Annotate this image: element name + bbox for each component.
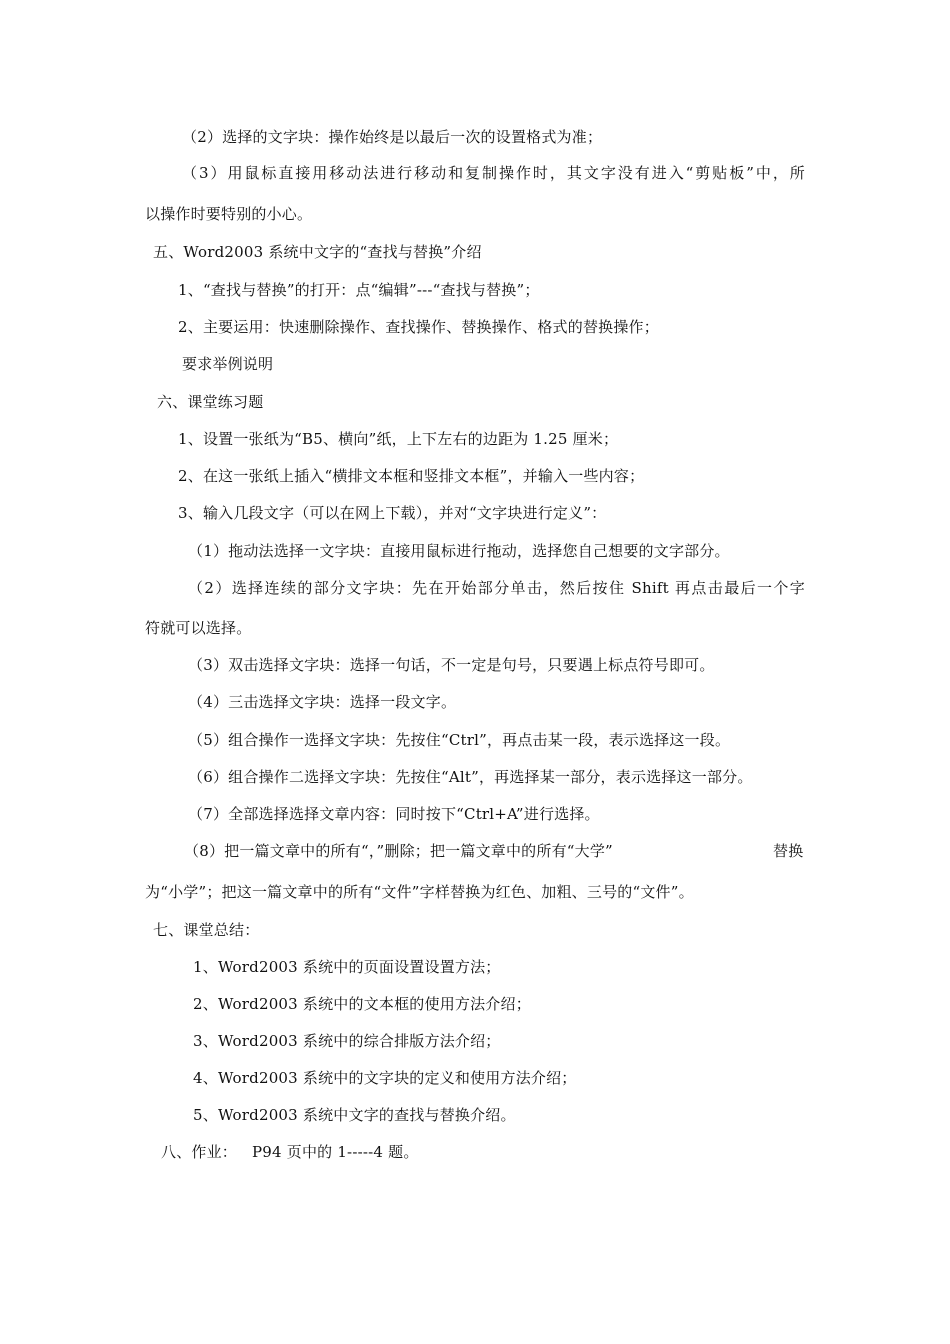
section-heading: 七、课堂总结： [153, 921, 260, 939]
list-item: 3、Word2003 系统中的综合排版方法介绍； [193, 1032, 501, 1050]
list-item: 2、主要运用：快速删除操作、查找操作、替换操作、格式的替换操作； [178, 318, 659, 336]
list-item: 5、Word2003 系统中文字的查找与替换介绍。 [193, 1106, 516, 1124]
sub-list-item-continuation: 替换 [773, 842, 804, 860]
sub-list-item: 符就可以选择。 [145, 619, 252, 637]
sub-list-item: （2）选择连续的部分文字块：先在开始部分单击，然后按住 Shift 再点击最后一个字 [188, 579, 805, 597]
list-item: 1、“查找与替换”的打开：点“编辑”---“查找与替换”； [178, 281, 540, 299]
list-item: 1、设置一张纸为“B5、横向”纸，上下左右的边距为 1.25 厘米； [178, 430, 619, 448]
section-heading: 八、作业： [161, 1143, 238, 1161]
sub-list-item: （5）组合操作一选择文字块：先按住“Ctrl”，再点击某一段，表示选择这一段。 [188, 731, 731, 749]
sub-list-item: （3）双击选择文字块：选择一句话，不一定是句号，只要遇上标点符号即可。 [188, 656, 715, 674]
list-item: 2、Word2003 系统中的文本框的使用方法介绍； [193, 995, 531, 1013]
list-item: 4、Word2003 系统中的文字块的定义和使用方法介绍； [193, 1069, 577, 1087]
paragraph-line: （2）选择的文字块：操作始终是以最后一次的设置格式为准； [182, 128, 603, 146]
sub-list-item: （8）把一篇文章中的所有“，”删除；把一篇文章中的所有“大学” [184, 842, 613, 860]
section-heading: 六、课堂练习题 [157, 393, 264, 411]
section-heading: 五、Word2003 系统中文字的“查找与替换”介绍 [153, 243, 482, 261]
list-item: 2、在这一张纸上插入“横排文本框和竖排文本框”，并输入一些内容； [178, 467, 645, 485]
sub-list-item: （4）三击选择文字块：选择一段文字。 [188, 693, 457, 711]
sub-list-item: 为“小学”；把这一篇文章中的所有“文件”字样替换为红色、加粗、三号的“文件”。 [145, 883, 694, 901]
list-item: 3、输入几段文字（可以在网上下载），并对“文字块进行定义”： [178, 504, 607, 522]
sub-list-item: （7）全部选择选择文章内容：同时按下“Ctrl+A”进行选择。 [188, 805, 600, 823]
sub-list-item: （1）拖动法选择一文字块：直接用鼠标进行拖动，选择您自己想要的文字部分。 [188, 542, 730, 560]
paragraph-line: 以操作时要特别的小心。 [145, 205, 313, 223]
sub-list-item: （6）组合操作二选择文字块：先按住“Alt”，再选择某一部分，表示选择这一部分。 [188, 768, 753, 786]
homework-text: P94 页中的 1-----4 题。 [252, 1143, 419, 1161]
list-item: 1、Word2003 系统中的页面设置设置方法； [193, 958, 501, 976]
paragraph-line: （3）用鼠标直接用移动法进行移动和复制操作时，其文字没有进入“剪贴板”中，所 [182, 164, 805, 182]
list-item: 要求举例说明 [182, 355, 274, 373]
